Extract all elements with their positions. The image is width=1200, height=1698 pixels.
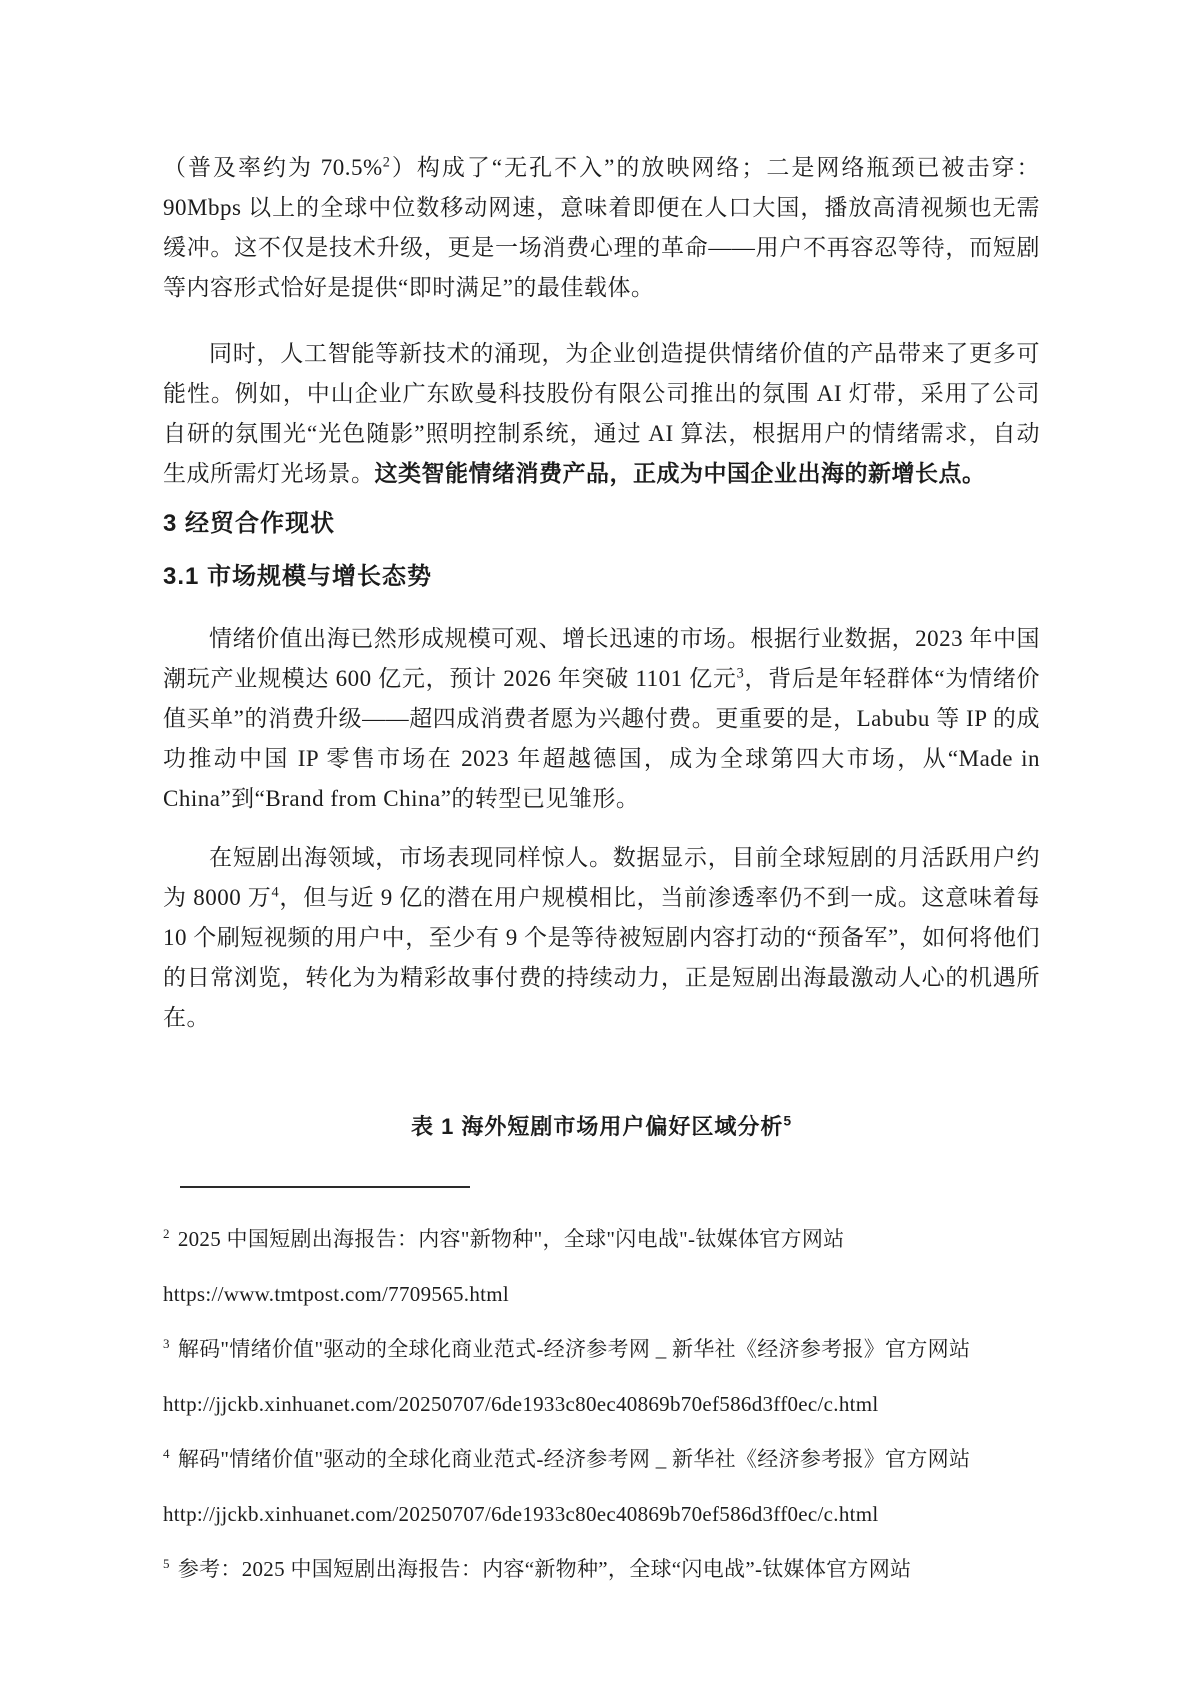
- footnote-text: 解码"情绪价值"驱动的全球化商业范式-经济参考网 _ 新华社《经济参考报》官方网站: [177, 1337, 971, 1361]
- footnote-url-line: [163, 1267, 1040, 1322]
- paragraph-ai-emotional-products: [163, 334, 1040, 494]
- superscript-footnote-ref: 5: [783, 1113, 793, 1129]
- text-segment: 表 1 海外短剧市场用户偏好区域分析: [410, 1114, 784, 1139]
- footnote-line: [163, 1322, 1040, 1377]
- footnote-separator: [180, 1186, 470, 1188]
- footnote-marker: 5: [163, 1556, 170, 1571]
- footnote-text: 2025 中国短剧出海报告：内容"新物种"，全球"闪电战"-钛媒体官方网站: [177, 1227, 845, 1251]
- footnote-text: 参考：2025 中国短剧出海报告：内容“新物种”，全球“闪电战”-钛媒体官方网站: [177, 1557, 912, 1581]
- text-segment: ）构成了“无孔不入”的放映网络；二是网络瓶颈已被击穿：90Mbps 以上的全球中位数移动网速，意味着即便在人口大国，播放高清视频也无需缓冲。这不仅是技术升级，更是一场消费心理的革命——用户不再容忍等待，而短剧等内容形式恰好是提供“即时满足”的最佳载体。: [163, 155, 1040, 300]
- footnote-text: http://jjckb.xinhuanet.com/20250707/6de1933c80ec40869b70ef586d3ff0ec/c.html: [163, 1392, 879, 1416]
- text-segment: （普及率约为 70.5%: [163, 155, 383, 180]
- superscript-footnote-ref: 4: [271, 884, 280, 901]
- document-body: [163, 148, 1040, 1597]
- footnote-text: http://jjckb.xinhuanet.com/20250707/6de1933c80ec40869b70ef586d3ff0ec/c.html: [163, 1502, 879, 1526]
- footnote-line: [163, 1542, 1040, 1597]
- text-segment: 情绪价值出海已然形成规模可观、增长迅速的市场。根据行业数据，2023 年中国潮玩产业规模达 600 亿元，预计 2026 年突破 1101 亿元: [163, 626, 1040, 691]
- paragraph-short-drama-market: [163, 838, 1040, 1038]
- text-segment: ，但与近 9 亿的潜在用户规模相比，当前渗透率仍不到一成。这意味着每 10 个刷短视频的用户中，至少有 9 个是等待被短剧内容打动的“预备军”，如何将他们的日常浏览，转化为为精彩故事付费的持续动力，正是短剧出海最激动人心的机遇所在。: [163, 885, 1041, 1030]
- footnote-text: 解码"情绪价值"驱动的全球化商业范式-经济参考网 _ 新华社《经济参考报》官方网站: [177, 1447, 971, 1471]
- footnote-line: [163, 1212, 1040, 1267]
- text-segment: ，背后是年轻群体“为情绪价值买单”的消费升级——超四成消费者愿为兴趣付费。更重要的是，Labubu 等 IP 的成功推动中国 IP 零售市场在 2023 年超越德国，成为全球第四大市场，从“Made in China”到“Brand from China”的转型已见雏形。: [163, 666, 1040, 811]
- superscript-footnote-ref: 2: [382, 154, 391, 171]
- footnotes: [163, 1212, 1040, 1597]
- superscript-footnote-ref: 3: [736, 665, 745, 682]
- subsection-heading-3-1: 3.1 市场规模与增长态势: [163, 563, 433, 590]
- footnote-line: [163, 1432, 1040, 1487]
- text-segment: 在短剧出海领域，市场表现同样惊人。数据显示，目前全球短剧的月活跃用户约为 8000 万: [163, 845, 1040, 910]
- text-segment: 这类智能情绪消费产品，正成为中国企业出海的新增长点。: [374, 461, 986, 486]
- paragraph-network-coverage: [163, 148, 1040, 308]
- footnote-url-line: [163, 1377, 1040, 1432]
- text-segment: 同时，人工智能等新技术的涌现，为企业创造提供情绪价值的产品带来了更多可能性。例如，中山企业广东欧曼科技股份有限公司推出的氛围 AI 灯带，采用了公司自研的氛围光“光色随影”照明控制系统，通过 AI 算法，根据用户的情绪需求，自动生成所需灯光场景。: [163, 341, 1040, 486]
- footnote-text: https://www.tmtpost.com/7709565.html: [163, 1282, 510, 1306]
- footnote-marker: 3: [163, 1336, 170, 1351]
- paragraph-market-scale: [163, 619, 1040, 819]
- section-heading-3: 3 经贸合作现状: [163, 510, 336, 537]
- footnote-marker: 2: [163, 1226, 170, 1241]
- table-caption: [163, 1112, 1040, 1142]
- footnote-url-line: [163, 1487, 1040, 1542]
- footnote-marker: 4: [163, 1446, 170, 1461]
